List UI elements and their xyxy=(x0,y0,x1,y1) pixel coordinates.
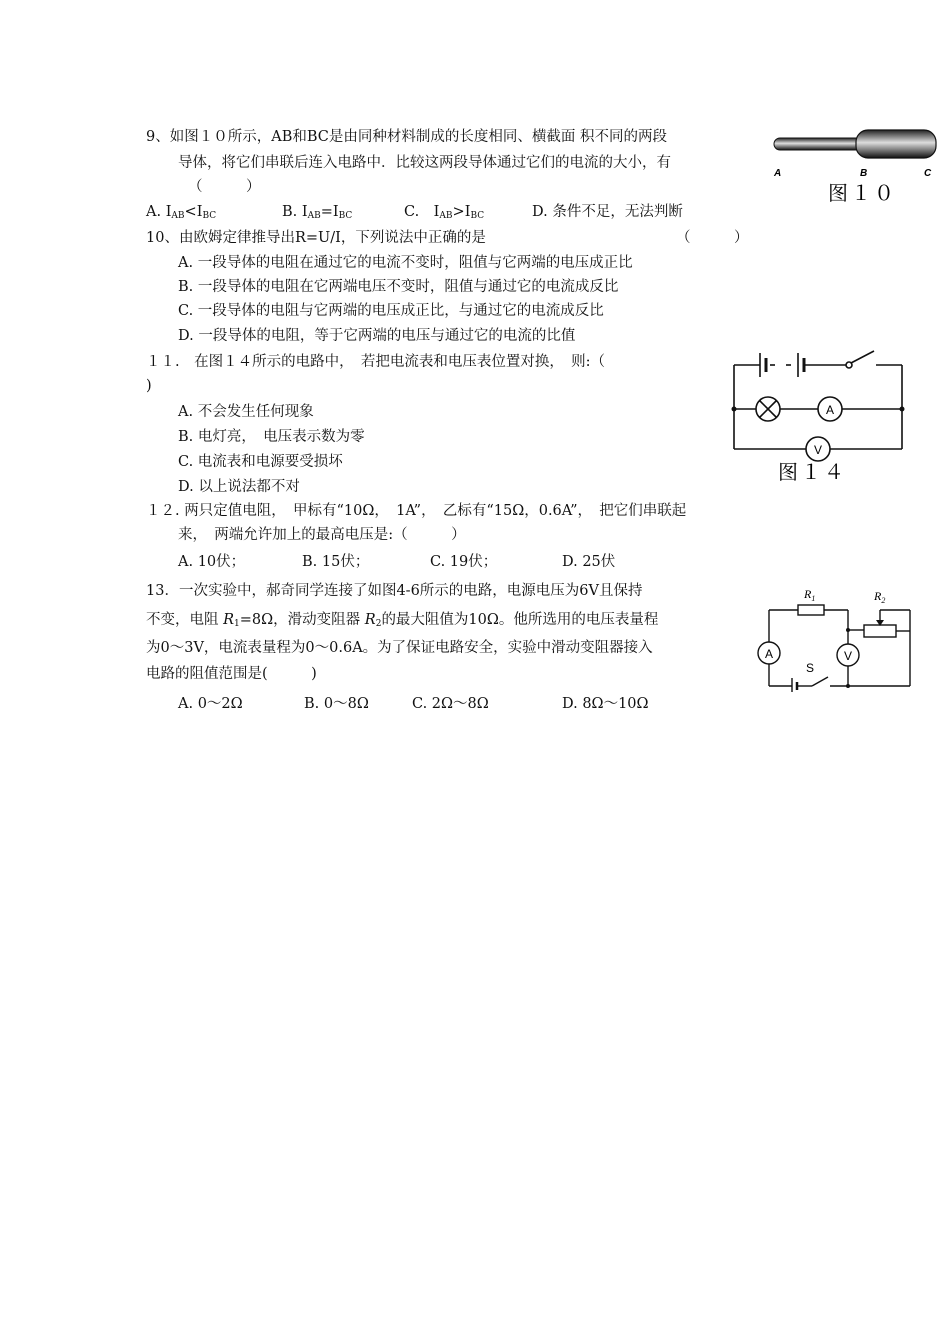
label-a: A xyxy=(774,168,782,179)
question-13-options xyxy=(178,694,649,714)
figure-10-caption: 图１０ xyxy=(828,181,897,205)
question-12-stem-line2: 来， 两端允许加上的最高电压是:（ ） xyxy=(178,527,466,543)
option-b: B. $I_{AB}=I_{BC}$ xyxy=(282,204,353,221)
option-c: C. $I_{AB}>I_{BC}$ xyxy=(404,204,485,221)
option-b: B. 0～8Ω xyxy=(304,696,369,712)
question-13-stem-line2: 不变，电阻 $R_1=8\Omega$，滑动变阻器 $R_2$的最大阻值为10Ω。他所选用的电压表量程 xyxy=(146,612,659,629)
figure-14-circuit xyxy=(728,345,908,485)
option-d: D. 25伏 xyxy=(562,554,616,570)
option-d: D. 8Ω～10Ω xyxy=(562,696,649,712)
question-9-options xyxy=(146,202,683,226)
r1-label: $R_1$ xyxy=(804,587,816,603)
question-11-option-a: A. 不会发生任何现象 xyxy=(178,404,314,420)
option-d: D. 条件不足，无法判断 xyxy=(532,204,683,220)
option-c: C. 2Ω～8Ω xyxy=(412,696,489,712)
thick-conductor-bc xyxy=(856,130,936,158)
question-11-stem-line1: １１. 在图１４所示的电路中， 若把电流表和电压表位置对换， 则:（ xyxy=(146,354,605,370)
question-9-answer-paren: （ ） xyxy=(188,179,261,195)
switch-lever xyxy=(812,677,828,686)
voltmeter-label: V xyxy=(813,443,823,457)
question-9-stem-line2: 导体，将它们串联后连入电路中．比较这两段导体通过它们的电流的大小，有 xyxy=(178,155,671,171)
ammeter-label: A xyxy=(825,403,835,417)
question-12-stem-line1: １２. 两只定值电阻， 甲标有“10Ω， 1A”， 乙标有“15Ω，0.6A”， 把它们串联起 xyxy=(146,503,687,519)
question-10-option-c: C. 一段导体的电阻与它两端的电压成正比，与通过它的电流成反比 xyxy=(178,303,604,319)
question-11-stem-line2: ) xyxy=(146,378,152,394)
label-b: B xyxy=(860,168,868,179)
rheostat-r2 xyxy=(864,625,896,637)
figure-14-caption: 图１４ xyxy=(778,460,847,484)
option-b: B. 15伏； xyxy=(302,554,370,570)
switch-lever xyxy=(851,351,874,363)
option-a: A. $I_{AB}<I_{BC}$ xyxy=(146,204,217,221)
r2-label: $R_2$ xyxy=(874,589,886,605)
label-c: C xyxy=(924,168,932,179)
question-10-option-a: A. 一段导体的电阻在通过它的电流不变时，阻值与它两端的电压成正比 xyxy=(178,255,633,271)
question-11-option-d: D. 以上说法都不对 xyxy=(178,479,300,495)
question-9-stem-line1: 9、如图１０所示，AB和BC是由同种材料制成的长度相同、横截面 积不同的两段 xyxy=(146,129,667,145)
voltmeter-label: V xyxy=(843,649,853,663)
question-10-option-d: D. 一段导体的电阻，等于它两端的电压与通过它的电流的比值 xyxy=(178,328,576,344)
question-10-text: 10、由欧姆定律推导出R=U/I，下列说法中正确的是 xyxy=(146,230,486,246)
question-10-answer-paren: （ ） xyxy=(676,230,749,246)
question-13-stem-line1: 13．一次实验中，郝奇同学连接了如图4-6所示的电路，电源电压为6V且保持 xyxy=(146,583,643,599)
option-a: A. 0～2Ω xyxy=(178,696,243,712)
question-13-stem-line3: 为0～3V，电流表量程为0～0.6A。为了保证电路安全，实验中滑动变阻器接入 xyxy=(146,640,653,656)
thin-conductor-ab xyxy=(774,138,862,150)
question-12-options xyxy=(178,552,615,572)
figure-4-6-circuit xyxy=(752,582,917,692)
resistor-r1 xyxy=(798,605,824,615)
figure-10-conductor xyxy=(768,124,948,208)
question-13-stem-line4: 电路的阻值范围是( ) xyxy=(146,666,317,682)
option-c: C. 19伏； xyxy=(430,554,498,570)
option-a: A. 10伏； xyxy=(178,554,246,570)
question-10-stem xyxy=(146,228,749,248)
question-10-option-b: B. 一段导体的电阻在它两端电压不变时，阻值与通过它的电流成反比 xyxy=(178,279,619,295)
question-11-option-c: C. 电流表和电源要受损坏 xyxy=(178,454,343,470)
question-11-option-b: B. 电灯亮， 电压表示数为零 xyxy=(178,429,365,445)
ammeter-label: A xyxy=(764,647,774,661)
switch-label: S xyxy=(806,661,815,675)
